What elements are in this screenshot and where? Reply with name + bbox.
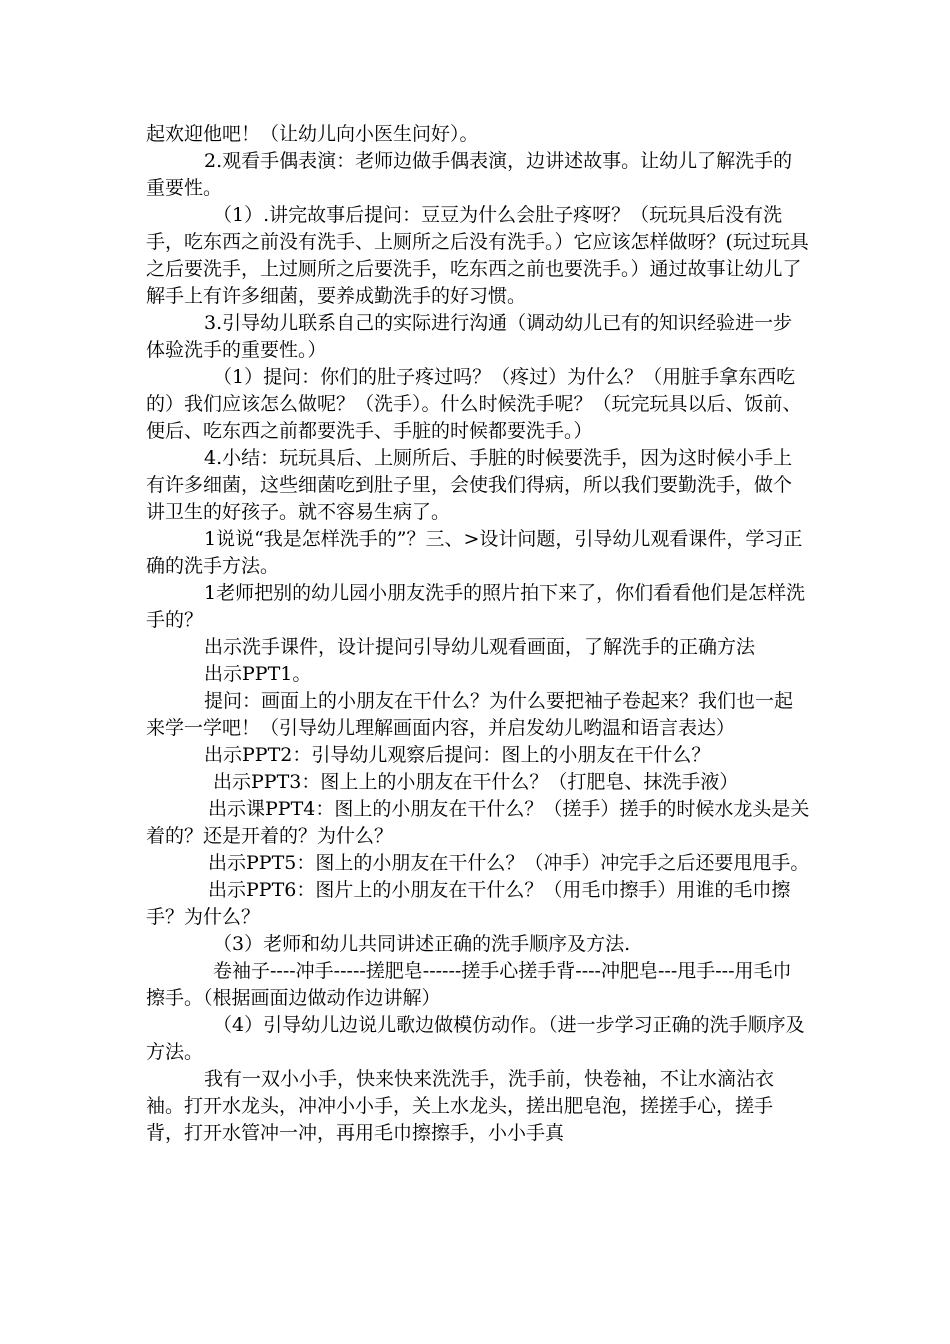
paragraph-9: 出示洗手课件，设计提问引导幼儿观看画面，了解洗手的正确方法 bbox=[204, 636, 756, 658]
paragraph-10: 出示PPT1。 bbox=[204, 663, 312, 685]
paragraph-19: （4）引导幼儿边说儿歌边做模仿动作。（进一步学习正确的洗手顺序及方法。 bbox=[146, 1014, 805, 1063]
paragraph-18: 卷袖子----冲手-----搓肥皂------搓手心搓手背----冲肥皂---甩手---用毛巾擦手。（根据画面边做动作边讲解） bbox=[146, 960, 792, 1009]
paragraph-5: （1）提问：你们的肚子疼过吗？（疼过）为什么？（用脏手拿东西吃的）我们应该怎么做呢？（洗手）。什么时候洗手呢？（玩完玩具以后、饭前、便后、吃东西之前都要洗手、手脏的时候都要洗手。） bbox=[146, 366, 802, 442]
paragraph-6: 4.小结：玩玩具后、上厕所后、手脏的时候要洗手，因为这时候小手上有许多细菌，这些细菌吃到肚子里，会使我们得病，所以我们要勤洗手，做个讲卫生的好孩子。就不容易生病了。 bbox=[146, 447, 793, 523]
paragraph-13: 出示PPT3：图上上的小朋友在干什么？（打肥皂、抹洗手液） bbox=[213, 771, 739, 793]
paragraph-11: 提问：画面上的小朋友在干什么？为什么要把袖子卷起来？我们也一起来学一学吧！（引导幼儿理解画面内容，并启发幼儿哟温和语言表达） bbox=[146, 690, 794, 739]
paragraph-16: 出示PPT6：图片上的小朋友在干什么？（用毛巾擦手）用谁的毛巾擦手？为什么？ bbox=[146, 879, 791, 928]
paragraph-15: 出示PPT5：图上的小朋友在干什么？（冲手）冲完手之后还要甩甩手。 bbox=[208, 852, 810, 874]
paragraph-8: 1老师把别的幼儿园小朋友洗手的照片拍下来了，你们看看他们是怎样洗手的？ bbox=[146, 582, 806, 631]
paragraph-17: （3）老师和幼儿共同讲述正确的洗手顺序及方法. bbox=[213, 933, 631, 955]
paragraph-3: （1）.讲完故事后提问：豆豆为什么会肚子疼呀？（玩玩具后没有洗手，吃东西之前没有洗手、上厕所之后没有洗手。）它应该怎样做呀？(玩过玩具之后要洗手，上过厕所之后要洗手，吃东西之前也要洗手。）通过故事让幼儿了解手上有许多细菌，要养成勤洗手的好习惯。 bbox=[146, 204, 809, 307]
paragraph-14: 出示课PPT4：图上的小朋友在干什么？（搓手）搓手的时候水龙头是关着的？还是开着的？为什么？ bbox=[146, 798, 810, 847]
paragraph-20: 我有一双小小手，快来快来洗洗手，洗手前，快卷袖，不让水滴沾衣袖。打开水龙头，冲冲小小手，关上水龙头，搓出肥皂泡，搓搓手心，搓手背，打开水管冲一冲，再用毛巾擦擦手，小小手真 bbox=[146, 1068, 775, 1144]
paragraph-12: 出示PPT2：引导幼儿观察后提问：图上的小朋友在干什么？ bbox=[204, 744, 711, 766]
paragraph-1: 起欢迎他吧！（让幼儿向小医生问好）。 bbox=[146, 123, 479, 145]
paragraph-7: 1说说“我是怎样洗手的”？三、>设计问题，引导幼儿观看课件，学习正确的洗手方法。 bbox=[146, 528, 803, 577]
paragraph-2: 2.观看手偶表演：老师边做手偶表演，边讲述故事。让幼儿了解洗手的重要性。 bbox=[146, 150, 793, 199]
document-page bbox=[146, 121, 810, 1147]
paragraph-4: 3.引导幼儿联系自己的实际进行沟通（调动幼儿已有的知识经验进一步体验洗手的重要性。） bbox=[146, 312, 793, 361]
